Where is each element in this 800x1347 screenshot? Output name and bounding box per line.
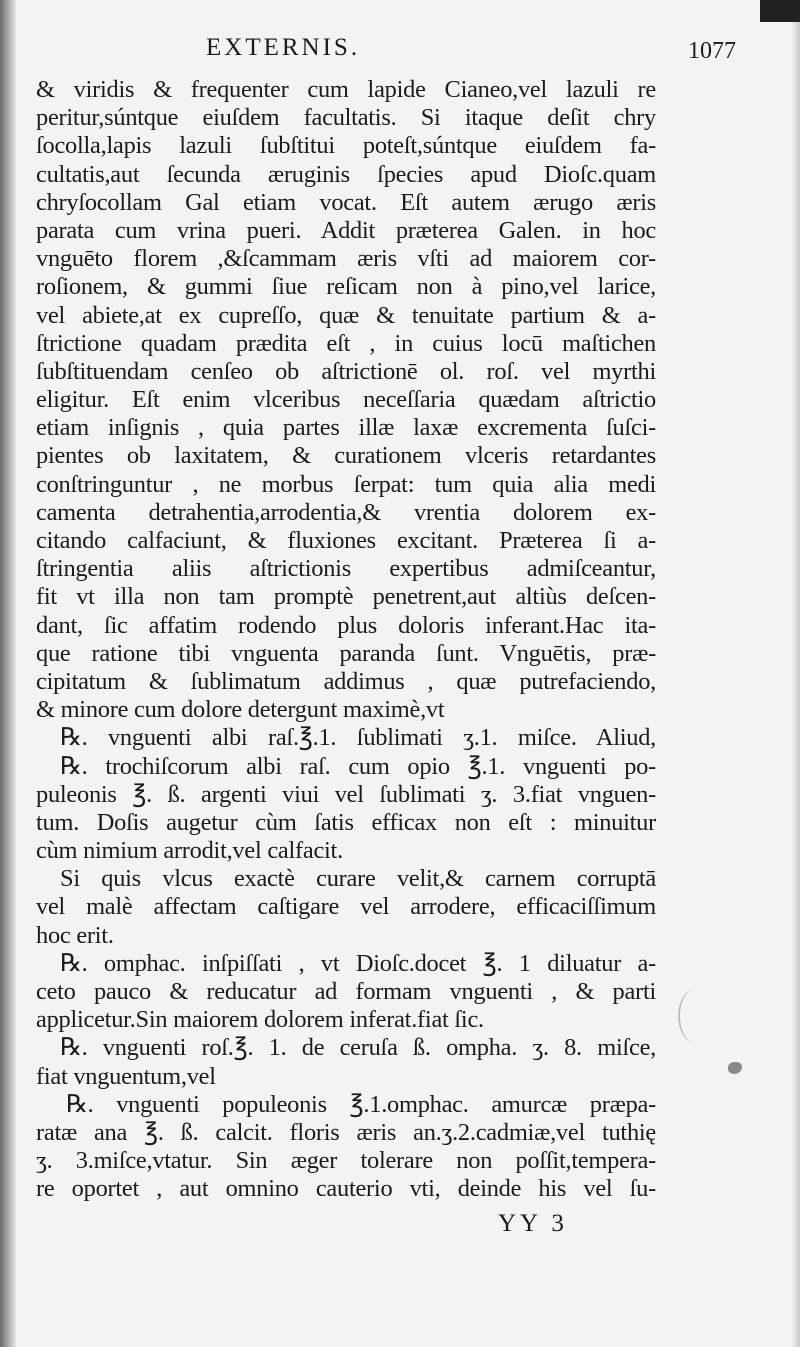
text-line: ſocolla,lapis lazuli ſubſtitui poteſt,súntque eiuſdem fa- xyxy=(36,132,656,160)
text-line: tum. Doſis augetur cùm ſatis efficax non eſt : minuitur xyxy=(36,808,656,836)
text-line: hoc erit. xyxy=(36,921,114,949)
text-line: cultatis,aut ſecunda æruginis ſpecies apud Dioſc.quam xyxy=(36,160,656,188)
text-line: ſtringentia aliis aſtrictionis expertibus admiſceantur, xyxy=(36,555,656,583)
text-line: vel malè affectam caſtigare vel arrodere, efficaciſſimum xyxy=(36,893,656,921)
text-line: cùm nimium arrodit,vel calfacit. xyxy=(36,837,343,865)
text-line: ſtrictione quadam prædita eſt , in cuius locū maſtichen xyxy=(36,329,656,357)
running-head xyxy=(36,34,736,76)
text-line: roſionem, & gummi ſiue reſicam non à pino,vel larice, xyxy=(36,273,656,301)
text-line: que ratione tibi vnguenta paranda ſunt. Vnguētis, præ- xyxy=(36,639,656,667)
text-line: ſubſtituendam cenſeo ob aſtrictionē ol. roſ. vel myrthi xyxy=(36,357,656,385)
binding-shadow xyxy=(0,0,16,1347)
text-line: ℞. omphac. inſpiſſati , vt Dioſc.docet ℥. 1 diluatur a- xyxy=(60,949,656,977)
text-line: fiat vnguentum,vel xyxy=(36,1062,216,1090)
text-line: re oportet , aut omnino cauterio vti, deinde his vel ſu- xyxy=(36,1175,656,1203)
scan-corner xyxy=(760,0,800,22)
text-line: vnguēto florem ,&ſcammam æris vſti ad maiorem cor- xyxy=(36,245,656,273)
text-line: pientes ob laxitatem, & curationem vlceris retardantes xyxy=(36,442,656,470)
page-foot xyxy=(36,1204,656,1244)
page-number: 1077 xyxy=(688,38,736,64)
paper-stain xyxy=(728,1062,742,1074)
text-line: applicetur.Sin maiorem dolorem inferat.fiat ſic. xyxy=(36,1006,484,1034)
text-line: vel abiete,at ex cupreſſo, quæ & tenuitate partium & a- xyxy=(36,301,656,329)
text-line: citando calfaciunt, & fluxiones excitant. Præterea ſi a- xyxy=(36,527,656,554)
text-line: chryſocollam Gal etiam vocat. Eſt autem ærugo æris xyxy=(36,188,656,216)
text-line: cipitatum & ſublimatum addimus , quæ putrefaciendo, xyxy=(36,667,656,695)
text-line: & viridis & frequenter cum lapide Cianeo,vel lazuli re xyxy=(36,76,656,103)
text-line: fit vt illa non tam promptè penetrent,aut altiùs deſcen- xyxy=(36,583,656,611)
signature-mark: YY 3 xyxy=(498,1209,568,1237)
text-line: ℞. vnguenti populeonis ℥.1.omphac. amurcæ præpa- xyxy=(66,1090,656,1118)
text-line: conſtringuntur , ne morbus ſerpat: tum quia alia medi xyxy=(36,470,656,498)
text-line: & minore cum dolore detergunt maximè,vt xyxy=(36,696,445,724)
text-line: ℞. vnguenti albi raſ.℥.1. ſublimati ʒ.1. miſce. Aliud, xyxy=(60,724,656,752)
paper-stain-arc xyxy=(678,990,710,1042)
text-line: ʒ. 3.miſce,vtatur. Sin æger tolerare non poſſit,tempera- xyxy=(36,1147,656,1175)
text-line: parata cum vrina pueri. Addit præterea Galen. in hoc xyxy=(36,216,656,244)
page-edge xyxy=(792,0,800,1347)
body-text xyxy=(36,76,656,1204)
text-line: Si quis vlcus exactè curare velit,& carnem corruptā xyxy=(60,865,656,893)
text-line: ratæ ana ℥. ß. calcit. floris æris an.ʒ.2.cadmiæ,vel tuthię xyxy=(36,1118,656,1146)
running-head-title: EXTERNIS. xyxy=(206,34,361,61)
text-line: etiam inſignis , quia partes illæ laxæ excrementa ſuſci- xyxy=(36,414,656,442)
text-line: puleonis ℥. ß. argenti viui vel ſublimati ʒ. 3.fiat vnguen- xyxy=(36,780,656,808)
text-line: ℞. vnguenti roſ.℥. 1. de ceruſa ß. ompha. ʒ. 8. miſce, xyxy=(60,1034,656,1062)
text-line: peritur,súntque eiuſdem facultatis. Si itaque deſit chry xyxy=(36,104,656,132)
text-line: camenta detrahentia,arrodentia,& vrentia dolorem ex- xyxy=(36,498,656,526)
book-page xyxy=(36,34,736,1244)
text-line: eligitur. Eſt enim vlceribus neceſſaria quædam aſtrictio xyxy=(36,386,656,414)
text-line: dant, ſic affatim rodendo plus doloris inferant.Hac ita- xyxy=(36,611,656,639)
text-line: ceto pauco & reducatur ad formam vnguenti , & parti xyxy=(36,978,656,1005)
text-line: ℞. trochiſcorum albi raſ. cum opio ℥.1. vnguenti po- xyxy=(60,752,656,780)
